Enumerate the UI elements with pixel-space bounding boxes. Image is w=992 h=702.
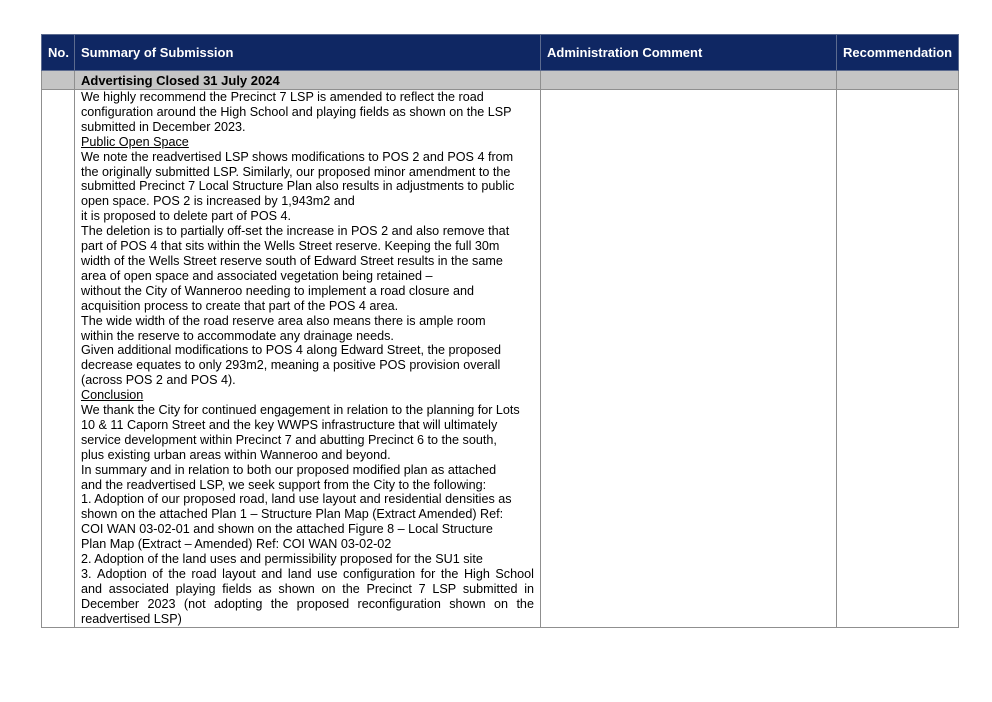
no-cell — [42, 90, 75, 628]
summary-line: In summary and in relation to both our proposed modified plan as attached — [81, 462, 497, 477]
summary-line: 10 & 11 Caporn Street and the key WWPS infrastructure that will ultimately — [81, 417, 498, 432]
summary-line: acquisition process to create that part of the POS 4 area. — [81, 298, 399, 313]
section-title-cell — [75, 71, 541, 90]
summary-line: COI WAN 03-02-01 and shown on the attached Figure 8 – Local Structure — [81, 522, 493, 537]
summary-line: the originally submitted LSP. Similarly, our proposed minor amendment to the — [81, 164, 511, 179]
summary-line: We thank the City for continued engagement in relation to the planning for Lots — [81, 403, 520, 418]
section-title: Advertising Closed 31 July 2024 — [81, 72, 280, 88]
summary-line: and associated playing fields as shown on the Precinct 7 LSP submitted in — [81, 581, 534, 596]
table-row — [42, 90, 959, 628]
summary-line: Given additional modifications to POS 4 along Edward Street, the proposed — [81, 343, 502, 358]
summary-line: part of POS 4 that sits within the Wells Street reserve. Keeping the full 30m — [81, 239, 500, 254]
summary-line: open space. POS 2 is increased by 1,943m2 and — [81, 194, 355, 209]
summary-line: plus existing urban areas within Wanneroo and beyond. — [81, 447, 391, 462]
header-summary: Summary of Submission — [75, 35, 541, 71]
summary-line: it is proposed to delete part of POS 4. — [81, 209, 292, 224]
summary-line: December 2023 (not adopting the proposed reconfiguration shown on the — [81, 596, 534, 611]
summary-line: The wide width of the road reserve area also means there is ample room — [81, 313, 486, 328]
summary-line: submitted in December 2023. — [81, 119, 246, 134]
summary-line: configuration around the High School and playing fields as shown on the LSP — [81, 104, 512, 119]
section-row — [42, 71, 959, 90]
summary-line: without the City of Wanneroo needing to implement a road closure and — [81, 283, 474, 298]
summary-cell — [75, 90, 541, 628]
summary-line: within the reserve to accommodate any drainage needs. — [81, 328, 394, 343]
summary-line: Plan Map (Extract – Amended) Ref: COI WAN 03-02-02 — [81, 537, 392, 552]
submissions-table — [41, 34, 959, 628]
summary-line: shown on the attached Plan 1 – Structure Plan Map (Extract Amended) Ref: — [81, 507, 504, 522]
summary-line: decrease equates to only 293m2, meaning a positive POS provision overall — [81, 358, 501, 373]
summary-line: 2. Adoption of the land uses and permissibility proposed for the SU1 site — [81, 552, 483, 567]
subheading: Conclusion — [81, 388, 144, 403]
summary-line: readvertised LSP) — [81, 611, 182, 626]
summary-line: 1. Adoption of our proposed road, land use layout and residential densities as — [81, 492, 512, 507]
header-admin-comment: Administration Comment — [541, 35, 837, 71]
summary-line: The deletion is to partially off-set the increase in POS 2 and also remove that — [81, 224, 510, 239]
summary-line: (across POS 2 and POS 4). — [81, 373, 236, 388]
summary-line: width of the Wells Street reserve south of Edward Street results in the same — [81, 253, 503, 268]
summary-line: We note the readvertised LSP shows modifications to POS 2 and POS 4 from — [81, 149, 514, 164]
summary-line: service development within Precinct 7 and abutting Precinct 6 to the south, — [81, 432, 497, 447]
table-header-row — [42, 35, 959, 71]
summary-line: and the readvertised LSP, we seek support from the City to the following: — [81, 477, 487, 492]
subheading: Public Open Space — [81, 134, 189, 149]
header-no: No. — [42, 35, 75, 71]
summary-line: submitted Precinct 7 Local Structure Plan also results in adjustments to public — [81, 179, 515, 194]
section-empty-cell — [42, 71, 75, 90]
summary-line: area of open space and associated vegetation being retained – — [81, 268, 433, 283]
recommendation-cell — [837, 90, 959, 628]
summary-text — [75, 90, 540, 627]
admin-comment-cell — [541, 90, 837, 628]
section-empty-cell — [541, 71, 837, 90]
header-recommendation: Recommendation — [837, 35, 959, 71]
summary-line: 3. Adoption of the road layout and land use configuration for the High School — [81, 567, 534, 581]
section-empty-cell — [837, 71, 959, 90]
summary-line: We highly recommend the Precinct 7 LSP is amended to reflect the road — [81, 90, 484, 104]
